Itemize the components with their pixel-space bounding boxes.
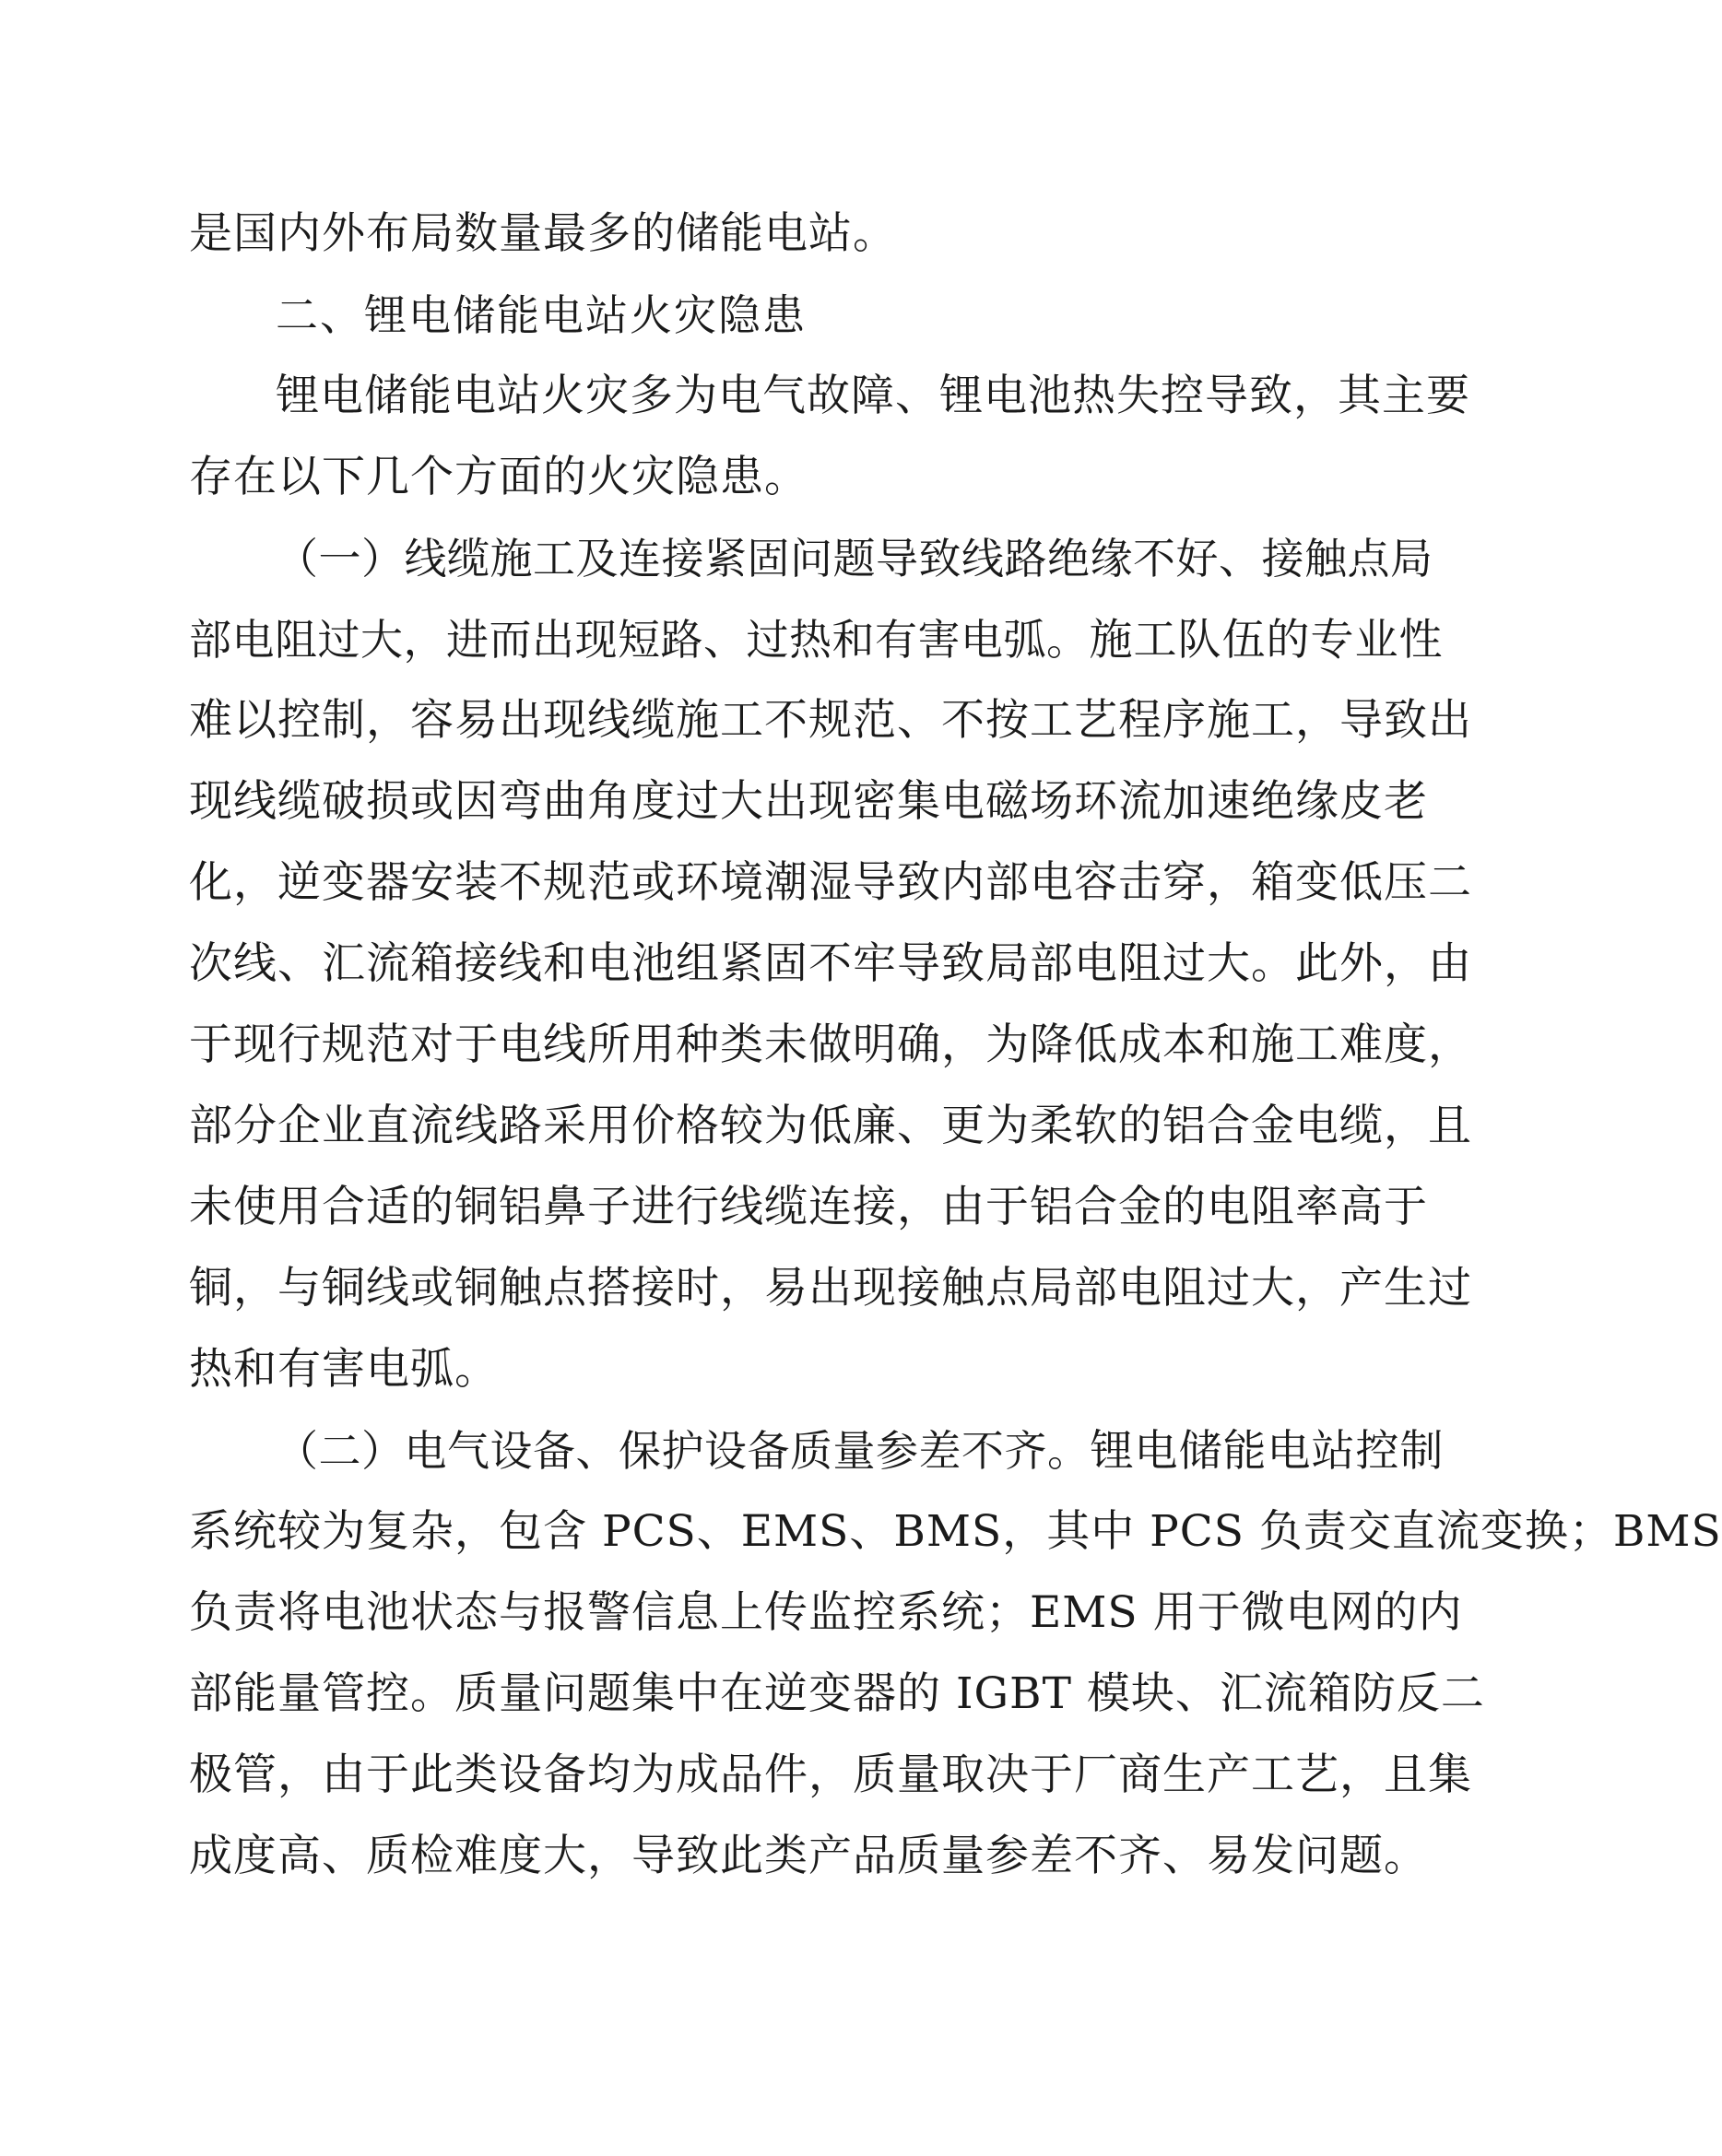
paragraph-text: 极管，由于此类设备均为成品件，质量取决于厂商生产工艺，且集 xyxy=(189,1750,1472,1800)
text-line xyxy=(189,275,1350,356)
text-line xyxy=(189,924,1472,1005)
paragraph-text: 系统较为复杂，包含 PCS、EMS、BMS，其中 PCS 负责交直流变换；BMS xyxy=(189,1506,1722,1557)
text-line xyxy=(189,437,1350,518)
text-line xyxy=(189,1329,1350,1410)
text-line xyxy=(189,1654,1485,1735)
text-line xyxy=(189,1167,1428,1248)
text-line xyxy=(189,518,1433,599)
text-line xyxy=(189,1086,1472,1167)
text-line xyxy=(189,1735,1472,1816)
bold-lead-sentence: （一）线缆施工及连接紧固问题导致线路绝缘不好、接触点局 xyxy=(276,534,1433,583)
text-line xyxy=(189,356,1470,437)
section-heading: 二、锂电储能电站火灾隐患 xyxy=(276,290,807,340)
paragraph-text: 现线缆破损或因弯曲角度过大出现密集电磁场环流加速绝缘皮老 xyxy=(189,776,1428,827)
paragraph-text: 成度高、质检难度大，导致此类产品质量参差不齐、易发问题。 xyxy=(189,1831,1428,1881)
paragraph-text: 施工队伍的专业性 xyxy=(1089,615,1444,666)
text-line xyxy=(189,761,1428,842)
paragraph-text: 是国内外布局数量最多的储能电站。 xyxy=(189,208,897,259)
text-line xyxy=(189,1005,1472,1086)
document-body xyxy=(189,194,1722,1897)
paragraph-text: 热和有害电弧。 xyxy=(189,1344,499,1395)
text-line xyxy=(189,1816,1428,1897)
text-line xyxy=(189,1248,1472,1329)
text-line xyxy=(189,680,1472,761)
paragraph-text: 于现行规范对于电线所用种类未做明确，为降低成本和施工难度， xyxy=(189,1019,1472,1070)
paragraph-text: 铜，与铜线或铜触点搭接时，易出现接触点局部电阻过大，产生过 xyxy=(189,1263,1472,1314)
paragraph-text: 锂电储能电站控制 xyxy=(1090,1426,1445,1477)
text-line xyxy=(189,1573,1463,1654)
paragraph-text: 未使用合适的铜铝鼻子进行线缆连接，由于铝合金的电阻率高于 xyxy=(189,1182,1428,1232)
text-line xyxy=(189,1491,1722,1573)
text-line xyxy=(189,1410,1445,1491)
paragraph-text: 存在以下几个方面的火灾隐患。 xyxy=(189,452,808,502)
paragraph-text: 负责将电池状态与报警信息上传监控系统；EMS 用于微电网的内 xyxy=(189,1587,1463,1638)
text-line xyxy=(189,194,1350,275)
paragraph-text: 次线、汇流箱接线和电池组紧固不牢导致局部电阻过大。此外，由 xyxy=(189,938,1472,989)
paragraph-text: 难以控制，容易出现线缆施工不规范、不按工艺程序施工，导致出 xyxy=(189,695,1472,746)
bold-lead-sentence: （二）电气设备、保护设备质量参差不齐。 xyxy=(276,1426,1091,1476)
paragraph-text: 部分企业直流线路采用价格较为低廉、更为柔软的铝合金电缆，且 xyxy=(189,1101,1472,1151)
text-line xyxy=(189,842,1472,924)
bold-lead-sentence: 部电阻过大，进而出现短路、过热和有害电弧。 xyxy=(189,615,1090,665)
paragraph-text: 部能量管控。质量问题集中在逆变器的 IGBT 模块、汇流箱防反二 xyxy=(189,1668,1485,1719)
paragraph-text: 化，逆变器安装不规范或环境潮湿导致内部电容击穿，箱变低压二 xyxy=(189,857,1472,908)
paragraph-text: 锂电储能电站火灾多为电气故障、锂电池热失控导致，其主要 xyxy=(276,371,1470,421)
text-line xyxy=(189,599,1444,680)
